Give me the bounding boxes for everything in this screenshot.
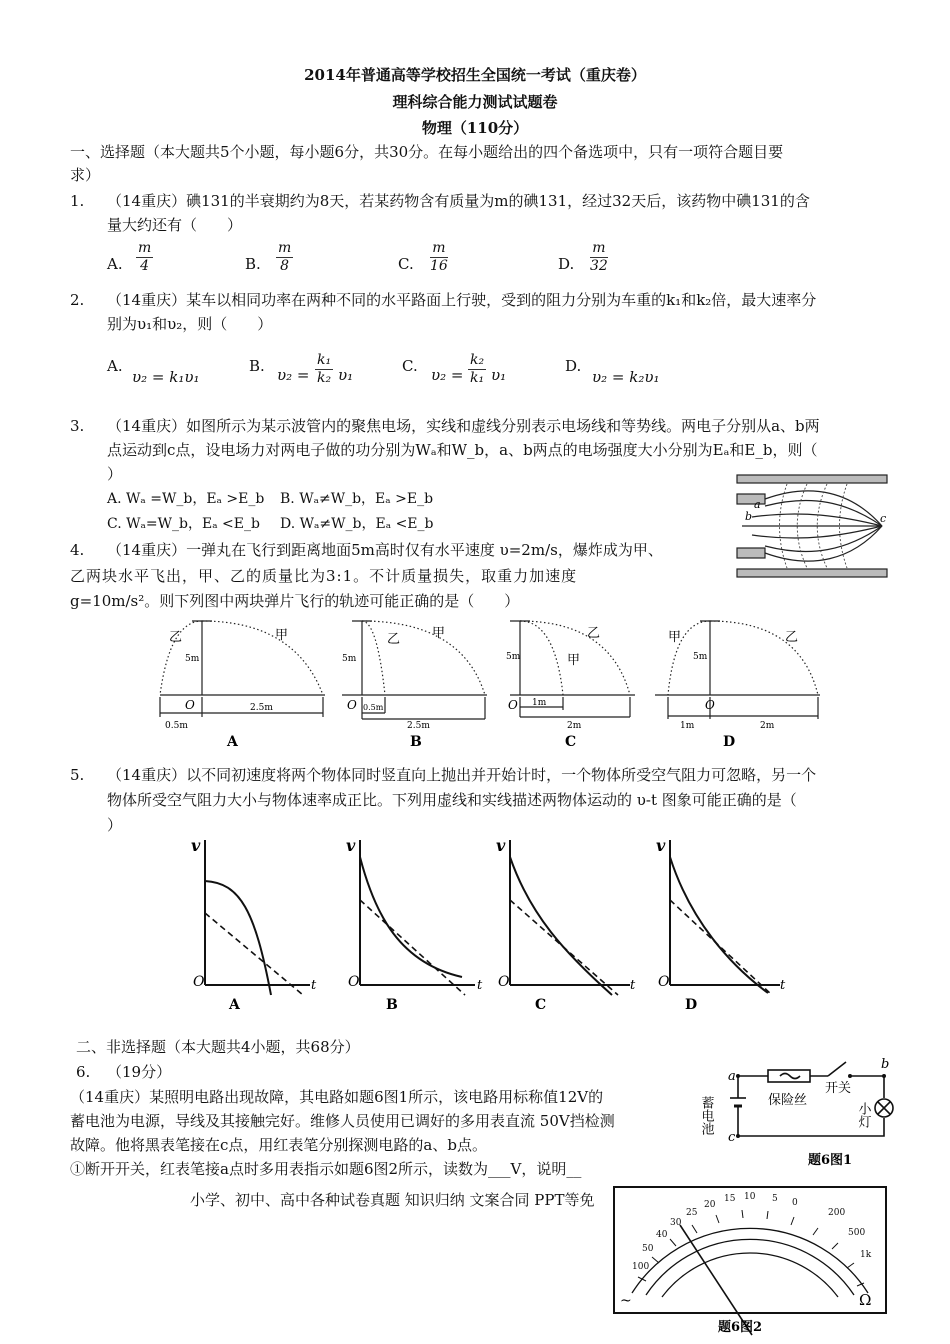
q6-meter-tick-500: 500 — [848, 1228, 866, 1238]
q5-b-label: B — [386, 997, 398, 1013]
q6-meter-omega: Ω — [859, 1291, 872, 1309]
q1-option-b-fraction: $\frac{m}{8}$ — [278, 240, 292, 274]
q6-meter-tick-15: 15 — [724, 1194, 736, 1204]
q4-c-d1: 1m — [532, 698, 547, 708]
q1-text: （14重庆）碘131的半衰期约为8天，若某药物含有质量为m的碘131，经过32天后，该药物中碘131的含 — [107, 192, 810, 210]
q4-d-d2: 2m — [760, 721, 775, 731]
q2-option-b-rhs: υ₁ — [338, 366, 354, 384]
q2-option-c-lhs: υ₂ = — [431, 366, 464, 384]
q4-b-origin: O — [347, 698, 357, 712]
q1-option-c-fraction: $\frac{m}{16}$ — [430, 240, 448, 274]
q4-a-right-name: 甲 — [275, 628, 289, 643]
q3-option-b: B. Wₐ≠W_b，Eₐ >E_b — [280, 491, 434, 507]
q6-fig1-point-a: a — [728, 1069, 736, 1084]
q1-option-d-fraction: $\frac{m}{32}$ — [590, 240, 608, 274]
section1-heading: 一、选择题（本大题共5个小题，每小题6分，共30分。在每小题给出的四个备选项中，只有一项符合题目要 — [70, 143, 784, 161]
q6-meter-tick-25: 25 — [686, 1208, 698, 1218]
q4-a-origin: O — [185, 698, 195, 712]
q2-option-c-fraction: $\frac{\text{k₂}}{\text{k₁}}$ — [470, 352, 485, 386]
q3-field-figure — [732, 472, 892, 580]
q4-a-d2: 2.5m — [250, 703, 273, 713]
q6-fig1-point-c: c — [728, 1130, 736, 1145]
q6-score: （19分） — [107, 1063, 172, 1081]
q2-option-d-expr: υ₂ = k₂υ₁ — [592, 368, 660, 386]
q6-meter-tick-50: 50 — [642, 1244, 654, 1254]
q2-number: 2. — [70, 291, 85, 309]
q5-graph-a — [185, 835, 320, 1015]
q5-number: 5. — [70, 766, 85, 784]
q4-text-cont: 乙两块水平飞出，甲、乙的质量比为3:1。不计质量损失，取重力加速度 — [70, 567, 578, 585]
q5-d-v-axis: v — [656, 836, 666, 855]
q5-text-cont: 物体所受空气阻力大小与物体速率成正比。下列用虚线和实线描述两物体运动的 υ-t 图象可能正确的是（ — [107, 791, 797, 809]
exam-subject: 物理（110分） — [421, 119, 529, 137]
q5-graph-d — [650, 835, 790, 1015]
q5-c-v-axis: v — [496, 836, 506, 855]
q1-option-a-label: A. — [107, 255, 123, 273]
q4-c-origin: O — [508, 698, 518, 712]
q2-option-a-expr: υ₂ = k₁υ₁ — [132, 368, 200, 386]
q5-text-end: ） — [107, 816, 123, 834]
q5-a-origin: O — [193, 974, 205, 990]
q6-fig1-lamp: 小灯 — [855, 1102, 871, 1128]
q6-text-cont2: 故障。他将黑表笔接在c点，用红表笔分别探测电路的a、b点。 — [70, 1136, 487, 1154]
q5-d-t-axis: t — [780, 978, 786, 993]
q6-text: （14重庆）某照明电路出现故障，其电路如题6图1所示，该电路用标称值12V的 — [70, 1088, 604, 1106]
q4-b-height: 5m — [342, 654, 357, 664]
q4-figure-b — [337, 615, 497, 750]
page-footer: 小学、初中、高中各种试卷真题 知识归纳 文案合同 PPT等免 — [190, 1191, 595, 1209]
q6-meter-tick-40: 40 — [656, 1230, 668, 1240]
q5-a-label: A — [229, 997, 240, 1013]
q2-option-b-fraction: $\frac{\text{k₁}}{\text{k₂}}$ — [317, 352, 332, 386]
q6-meter-ac: ~ — [620, 1293, 632, 1309]
q4-figure-d — [650, 615, 825, 750]
q1-number: 1. — [70, 192, 85, 210]
q6-fig1-fuse: 保险丝 — [768, 1093, 808, 1108]
q2-text-cont: 别为υ₁和υ₂，则（ ） — [107, 315, 273, 333]
q6-meter-tick-5: 5 — [772, 1194, 778, 1204]
q4-c-left-name: 乙 — [587, 626, 601, 641]
q4-a-left-name: 乙 — [169, 630, 183, 645]
q5-d-origin: O — [658, 974, 670, 990]
q4-b-label: B — [410, 734, 422, 750]
q5-d-label: D — [685, 997, 698, 1013]
q6-meter-tick-0: 0 — [792, 1198, 798, 1208]
q6-number: 6. — [76, 1063, 91, 1081]
q1-text-cont: 量大约还有（ ） — [107, 216, 243, 234]
q4-a-label: A — [227, 734, 238, 750]
q6-meter-tick-30: 30 — [670, 1218, 682, 1228]
q2-option-b-lhs: υ₂ = — [277, 366, 310, 384]
q6-meter-tick-20: 20 — [704, 1200, 716, 1210]
q6-circuit-figure — [700, 1052, 900, 1172]
q3-fig-point-b: b — [745, 510, 753, 523]
q5-text: （14重庆）以不同初速度将两个物体同时竖直向上抛出并开始计时，一个物体所受空气阻力可忽略，另一个 — [107, 766, 817, 784]
q5-b-origin: O — [348, 974, 360, 990]
q3-text-cont: 点运动到c点，设电场力对两电子做的功分别为Wₐ和W_b，a、b两点的电场强度大小分别为Eₐ和E_b，则（ — [107, 441, 818, 459]
q4-text-end: g=10m/s²。则下列图中两块弹片飞行的轨迹可能正确的是（ ） — [70, 592, 520, 610]
q4-d-origin: O — [705, 698, 715, 712]
q4-b-right-name: 甲 — [432, 626, 446, 641]
q3-fig-point-c: c — [880, 512, 887, 525]
q3-option-d: D. Wₐ≠W_b，Eₐ <E_b — [280, 516, 434, 532]
q6-meter-tick-100: 100 — [632, 1262, 650, 1272]
section1-heading-cont: 求） — [70, 166, 101, 184]
q6-text-cont: 蓄电池为电源，导线及其接触完好。维修人员使用已调好的多用表直流 50V挡检测 — [70, 1112, 615, 1130]
q5-c-label: C — [535, 997, 547, 1013]
q1-option-d-label: D. — [558, 255, 575, 273]
q4-b-d1: 0.5m — [363, 703, 384, 712]
q3-number: 3. — [70, 417, 85, 435]
q4-text: （14重庆）一弹丸在飞行到距离地面5m高时仅有水平速度 υ=2m/s，爆炸成为甲、 — [107, 541, 663, 559]
exam-title: 2014年普通高等学校招生全国统一考试（重庆卷） — [304, 66, 646, 84]
q3-option-a: A. Wₐ =W_b，Eₐ >E_b — [107, 491, 265, 507]
q6-meter-tick-1k: 1k — [860, 1250, 872, 1260]
q3-text: （14重庆）如图所示为某示波管内的聚焦电场，实线和虚线分别表示电场线和等势线。两电子分别从a、b两 — [107, 417, 820, 435]
q5-c-origin: O — [498, 974, 510, 990]
q2-option-d-label: D. — [565, 357, 582, 375]
q6-question-1: ①断开开关，红表笔接a点时多用表指示如题6图2所示，读数为___V，说明__ — [70, 1160, 582, 1178]
q4-figure-a — [155, 615, 335, 750]
q4-c-right-name: 甲 — [567, 653, 581, 668]
q4-number: 4. — [70, 541, 85, 559]
q4-c-d2: 2m — [567, 721, 582, 731]
q4-d-right-name: 乙 — [785, 630, 799, 645]
q2-text: （14重庆）某车以相同功率在两种不同的水平路面上行驶，受到的阻力分别为车重的k₁和k₂倍，最大速率分 — [107, 291, 817, 309]
q5-c-t-axis: t — [630, 978, 636, 993]
exam-subtitle: 理科综合能力测试试题卷 — [392, 93, 558, 111]
q4-c-label: C — [565, 734, 577, 750]
q4-d-left-name: 甲 — [668, 630, 682, 645]
q3-option-c: C. Wₐ=W_b，Eₐ <E_b — [107, 516, 260, 532]
q4-d-height: 5m — [693, 652, 708, 662]
q5-graph-b — [340, 835, 485, 1015]
q3-text-end: ） — [107, 465, 123, 483]
q4-figure-c — [505, 615, 645, 750]
q4-d-label: D — [723, 734, 736, 750]
q5-b-v-axis: v — [346, 836, 356, 855]
q1-option-c-label: C. — [398, 255, 414, 273]
q4-a-height: 5m — [185, 654, 200, 664]
q2-option-a-label: A. — [107, 357, 123, 375]
q6-meter-figure — [612, 1185, 890, 1337]
q5-b-t-axis: t — [477, 978, 483, 993]
q2-option-c-label: C. — [402, 357, 418, 375]
q1-option-b-label: B. — [245, 255, 261, 273]
q3-fig-point-a: a — [754, 498, 761, 511]
q5-a-v-axis: v — [191, 836, 201, 855]
q6-fig1-switch: 开关 — [825, 1081, 852, 1096]
q6-fig1-point-b: b — [881, 1057, 890, 1072]
q6-meter-tick-10: 10 — [744, 1192, 756, 1202]
q4-c-height: 5m — [506, 652, 521, 662]
q1-option-a-fraction: $\frac{m}{4}$ — [138, 240, 152, 274]
q4-b-d2: 2.5m — [407, 721, 430, 731]
q6-meter-tick-200: 200 — [828, 1208, 846, 1218]
q4-d-d1: 1m — [680, 721, 695, 731]
q5-a-t-axis: t — [311, 978, 317, 993]
q4-b-left-name: 乙 — [387, 632, 401, 647]
section2-heading: 二、非选择题（本大题共4小题，共68分） — [76, 1038, 360, 1056]
q5-graph-c — [490, 835, 640, 1015]
q6-fig1-battery: 蓄电池 — [698, 1096, 714, 1135]
q2-option-b-label: B. — [249, 357, 265, 375]
q2-option-c-rhs: υ₁ — [491, 366, 507, 384]
q4-a-d1: 0.5m — [165, 721, 188, 731]
q6-fig1-caption: 题6图1 — [808, 1153, 853, 1168]
q6-meter-caption: 题6图2 — [718, 1320, 763, 1335]
